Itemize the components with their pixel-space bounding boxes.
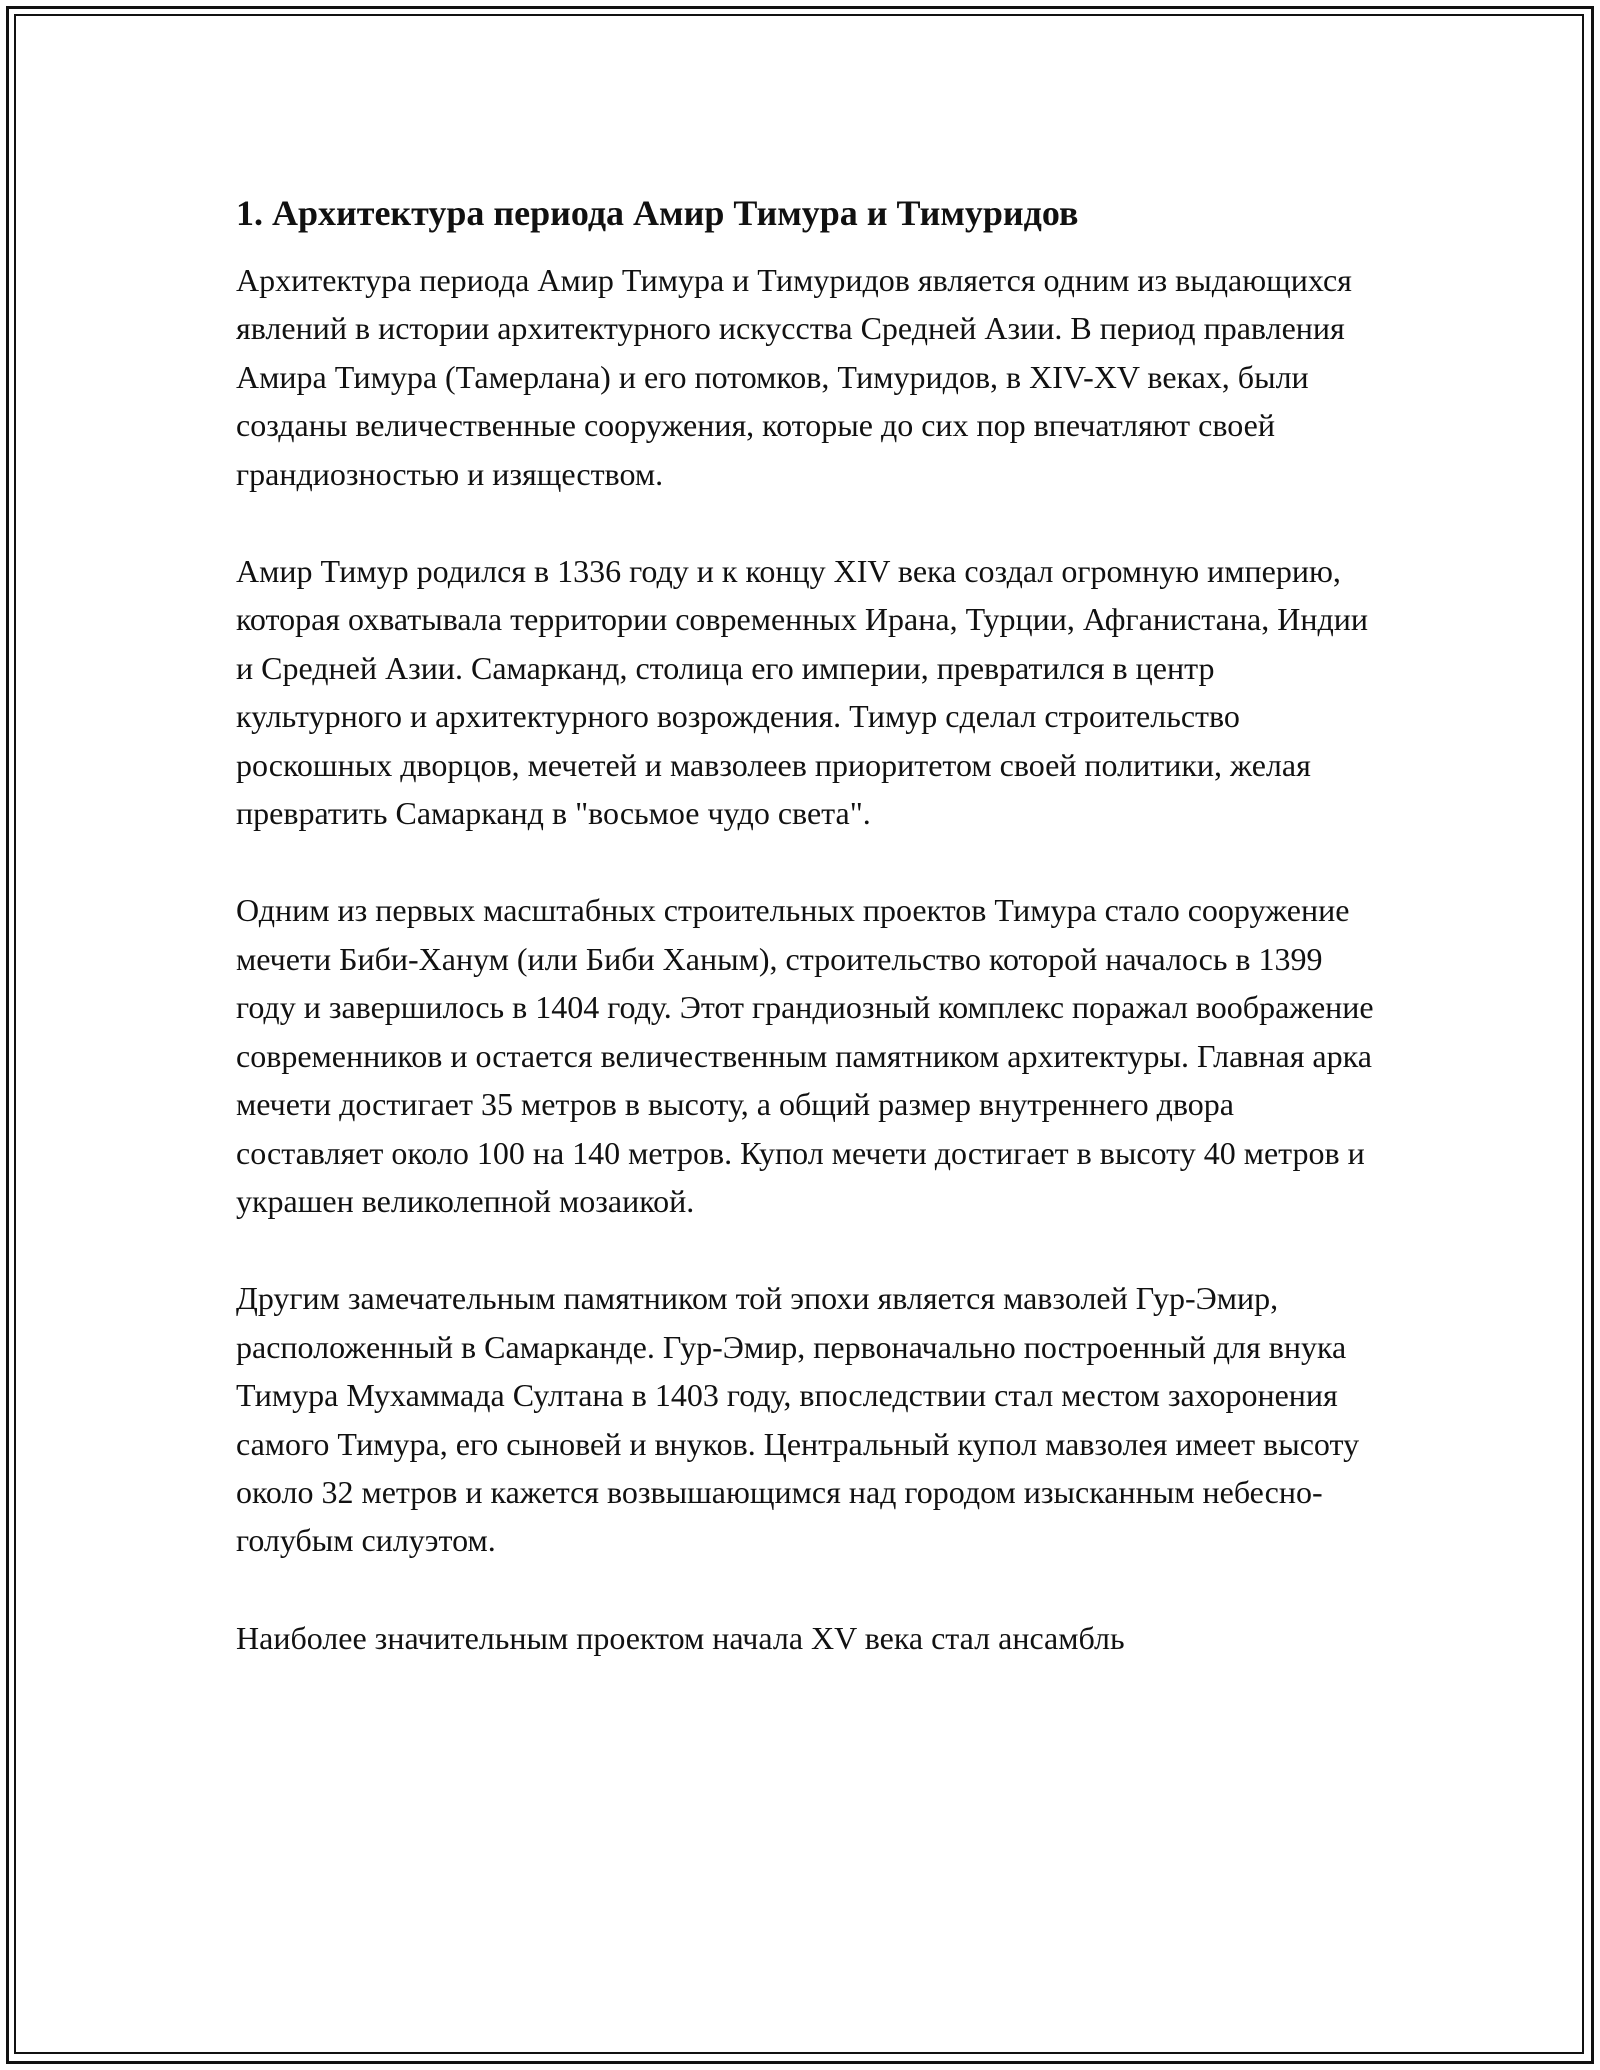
paragraph-bibi-khanum: Одним из первых масштабных строительных проектов Тимура стало сооружение мечети Биби-Ханум (или Биби Ханым), строительство которой началось в 1399 году и завершилось в 1404 году. Этот грандиозный комплекс поражал воображение современников и остается величественным памятником архитектуры. Главная арка мечети достигает 35 метров в высоту, а общий размер внутреннего двора составляет около 100 на 140 метров. Купол мечети достигает в высоту 40 метров и украшен великолепной мозаикой. [236, 892, 1374, 1219]
paragraph-intro: Архитектура периода Амир Тимура и Тимуридов является одним из выдающихся явлений в истории архитектурного искусства Средней Азии. В период правления Амира Тимура (Тамерлана) и его потомков, Тимуридов, в XIV-XV веках, были созданы величественные сооружения, которые до сих пор впечатляют своей грандиозностью и изяществом. [236, 262, 1352, 492]
paragraph-gur-emir: Другим замечательным памятником той эпохи является мавзолей Гур-Эмир, расположенный в Самарканде. Гур-Эмир, первоначально построенный для внука Тимура Мухаммада Султана в 1403 году, впоследствии стал местом захоронения самого Тимура, его сыновей и внуков. Центральный купол мавзолея имеет высоту около 32 метров и кажется возвышающимся над городом изысканным небесно-голубым силуэтом. [236, 1280, 1360, 1559]
paragraph-timur-empire: Амир Тимур родился в 1336 году и к концу XIV века создал огромную империю, которая охватывала территории современных Ирана, Турции, Афганистана, Индии и Средней Азии. Самарканд, столица его империи, превратился в центр культурного и архитектурного возрождения. Тимур сделал строительство роскошных дворцов, мечетей и мавзолеев приоритетом своей политики, желая превратить Самарканд в "восьмое чудо света". [236, 553, 1368, 832]
section-heading: 1. Архитектура периода Амир Тимура и Тимуридов [236, 193, 1079, 233]
paragraph-ensemble: Наиболее значительным проектом начала XV века стал ансамбль [236, 1619, 1125, 1656]
document-body [236, 186, 1376, 1711]
